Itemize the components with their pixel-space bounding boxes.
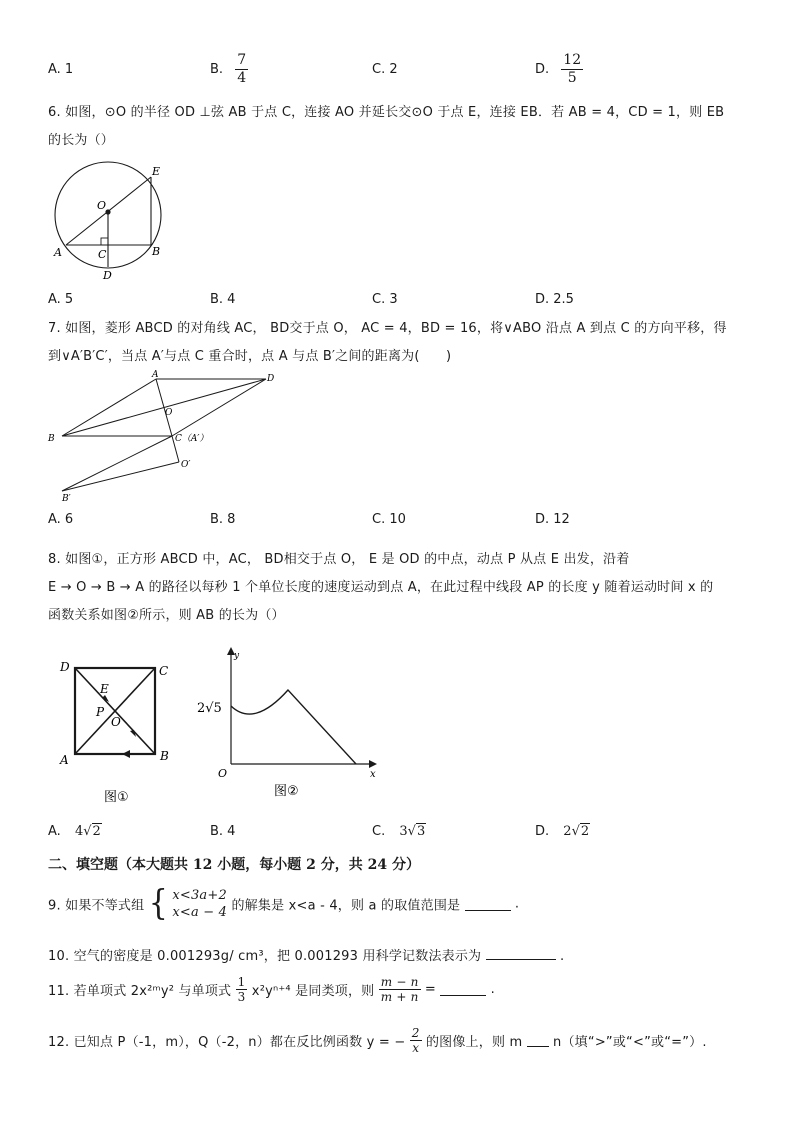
q5-option-b-denominator: 4 [237, 70, 247, 86]
q10-end: . [559, 949, 565, 964]
q8-fig1-label-c: C [159, 664, 169, 678]
q11-fraction-2 [379, 975, 421, 1004]
q8-fig2-label-y: y [234, 651, 240, 661]
q8-fig2-caption: 图② [274, 784, 299, 799]
q7-label-c-a-prime: C（A′） [175, 434, 209, 444]
q12-answer-blank[interactable] [527, 1034, 549, 1047]
q5-option-d [535, 52, 583, 87]
q11-answer-blank[interactable] [440, 983, 486, 996]
q8-fig2-label-value: 2√5 [197, 701, 222, 716]
q7-label-o: O [165, 408, 173, 418]
q6-label-a: A [54, 246, 62, 259]
q6-label-b: B [152, 245, 161, 258]
q8-option-a-coef: 4 [74, 824, 84, 839]
q5-option-d-denominator: 5 [567, 70, 577, 86]
q8-option-a-label: A. [48, 824, 61, 839]
section-title-fill-in: 二、填空题（本大题共 12 小题，每小题 2 分，共 24 分） [48, 857, 420, 873]
q10-question [48, 945, 564, 964]
q11-question [48, 975, 495, 1004]
q7-label-o-prime: O′ [181, 460, 191, 470]
q12-after-blank: n（填“>”或“<”或“=”）. [553, 1035, 707, 1050]
q6-option-c: C. 3 [372, 292, 398, 307]
q9-answer-blank[interactable] [465, 898, 511, 911]
q6-option-a: A. 5 [48, 292, 74, 307]
q9-question [48, 883, 520, 924]
q5-option-d-label: D. [535, 62, 550, 77]
q8-option-d-coef: 2 [563, 824, 572, 839]
q5-option-b-label: B. [210, 62, 224, 77]
q5-option-b-numerator: 7 [237, 52, 247, 68]
q8-option-c-radicand: 3 [416, 824, 426, 839]
q7-label-b: B [48, 434, 55, 444]
q8-option-a-radicand: 2 [92, 824, 101, 839]
q5-option-b [210, 52, 248, 87]
q8-graph-figure [194, 640, 384, 808]
q8-option-c-label: C. [372, 824, 386, 839]
q7-question-line1: 7. 如图，菱形 ABCD 的对角线 AC， BD交于点 O， AC = 4，BD = 16，将∨ABO 沿点 A 到点 C 的方向平移，得 [48, 321, 727, 336]
q8-fig1-caption: 图① [104, 790, 129, 805]
q7-option-d: D. 12 [535, 512, 570, 527]
q8-fig1-label-e: E [100, 682, 109, 696]
q5-option-d-fraction [561, 52, 583, 87]
q5-option-a: A. 1 [48, 62, 74, 77]
q8-fig2-label-origin: O [218, 767, 228, 780]
q6-option-d: D. 2.5 [535, 292, 574, 307]
q5-option-c: C. 2 [372, 62, 398, 77]
q5-option-d-numerator: 12 [563, 52, 582, 68]
q6-label-c: C [98, 248, 107, 261]
q12-fraction [410, 1026, 422, 1055]
q9-end: . [514, 896, 520, 912]
q12-suffix: 的图像上，则 m [425, 1035, 523, 1050]
q6-question-line1: 6. 如图，⊙O 的半径 OD ⊥弦 AB 于点 C，连接 AO 并延长交⊙O 于点 E，连接 EB．若 AB = 4，CD = 1，则 EB [48, 105, 725, 120]
q8-fig1-label-b: B [160, 749, 169, 763]
q11-prefix: 11. 若单项式 2x²ᵐy² 与单项式 [48, 984, 232, 999]
q11-end: . [490, 982, 495, 997]
q8-option-d [535, 824, 590, 839]
q7-label-a: A [152, 370, 159, 380]
q11-fraction-2-numerator: m − n [380, 975, 419, 989]
q8-fig2-label-x: x [370, 769, 376, 780]
q6-label-d: D [103, 269, 112, 282]
q9-inequality-system [172, 887, 227, 921]
q7-option-a: A. 6 [48, 512, 74, 527]
q11-fraction-denominator: 3 [237, 990, 246, 1004]
q11-fraction [236, 975, 248, 1004]
q6-label-e: E [152, 165, 161, 178]
q9-inequality-2: x<a − 4 [172, 905, 228, 920]
q8-option-d-value: 2√2 [563, 824, 590, 839]
q8-fig1-label-a: A [60, 753, 69, 767]
q8-square-figure [56, 658, 181, 808]
q11-equals: = [424, 982, 436, 997]
q8-question-line2: E → O → B → A 的路径以每秒 1 个单位长度的速度运动到点 A，在此过程中线段 AP 的长度 y 随着运动时间 x 的 [48, 580, 714, 595]
q12-prefix: 12. 已知点 P（-1，m），Q（-2，n）都在反比例函数 y = − [48, 1035, 406, 1050]
q6-option-b: B. 4 [210, 292, 236, 307]
q10-text: 10. 空气的密度是 0.001293g/ cm³，把 0.001293 用科学记数法表示为 [48, 949, 482, 964]
q6-question-line2: 的长为（） [48, 133, 115, 148]
q8-option-c [372, 824, 426, 839]
q12-fraction-denominator: x [412, 1041, 420, 1055]
q12-fraction-numerator: 2 [411, 1026, 420, 1040]
q12-question [48, 1026, 707, 1055]
q6-circle-figure [46, 160, 176, 286]
q8-option-a [48, 824, 102, 839]
q9-brace: { [148, 883, 168, 924]
q10-answer-blank[interactable] [486, 947, 556, 960]
q11-fraction-2-denominator: m + n [380, 990, 419, 1004]
q8-option-c-coef: 3 [399, 824, 408, 839]
q8-option-d-radicand: 2 [580, 824, 590, 839]
q7-question-line2: 到∨A′B′C′，当点 A′与点 C 重合时，点 A 与点 B′之间的距离为( ) [48, 349, 452, 364]
q9-prefix: 9. 如果不等式组 [48, 898, 145, 914]
q8-fig1-label-d: D [60, 660, 70, 674]
q7-label-b-prime: B′ [62, 494, 71, 503]
q8-option-d-label: D. [535, 824, 550, 839]
q11-fraction-numerator: 1 [237, 975, 246, 989]
q5-option-b-fraction [235, 52, 248, 87]
q9-suffix: 的解集是 x<a - 4，则 a 的取值范围是 [231, 898, 461, 914]
q6-label-o: O [97, 199, 107, 212]
q7-rhombus-figure [44, 368, 284, 503]
q7-label-d: D [267, 374, 275, 384]
q7-option-b: B. 8 [210, 512, 236, 527]
q11-mid: x²yⁿ⁺⁴ 是同类项，则 [251, 984, 375, 999]
q8-option-c-value: 3√3 [399, 824, 426, 839]
q7-option-c: C. 10 [372, 512, 406, 527]
q8-fig1-label-o: O [111, 715, 121, 729]
q8-fig1-label-p: P [96, 705, 105, 719]
q8-option-b: B. 4 [210, 824, 236, 839]
q8-question-line3: 函数关系如图②所示，则 AB 的长为（） [48, 608, 285, 623]
q8-question-line1: 8. 如图①，正方形 ABCD 中，AC， BD相交于点 O， E 是 OD 的中点，动点 P 从点 E 出发，沿着 [48, 552, 630, 567]
q8-option-a-value: 4√2 [74, 824, 101, 839]
q9-inequality-1: x<3a+2 [172, 888, 227, 903]
